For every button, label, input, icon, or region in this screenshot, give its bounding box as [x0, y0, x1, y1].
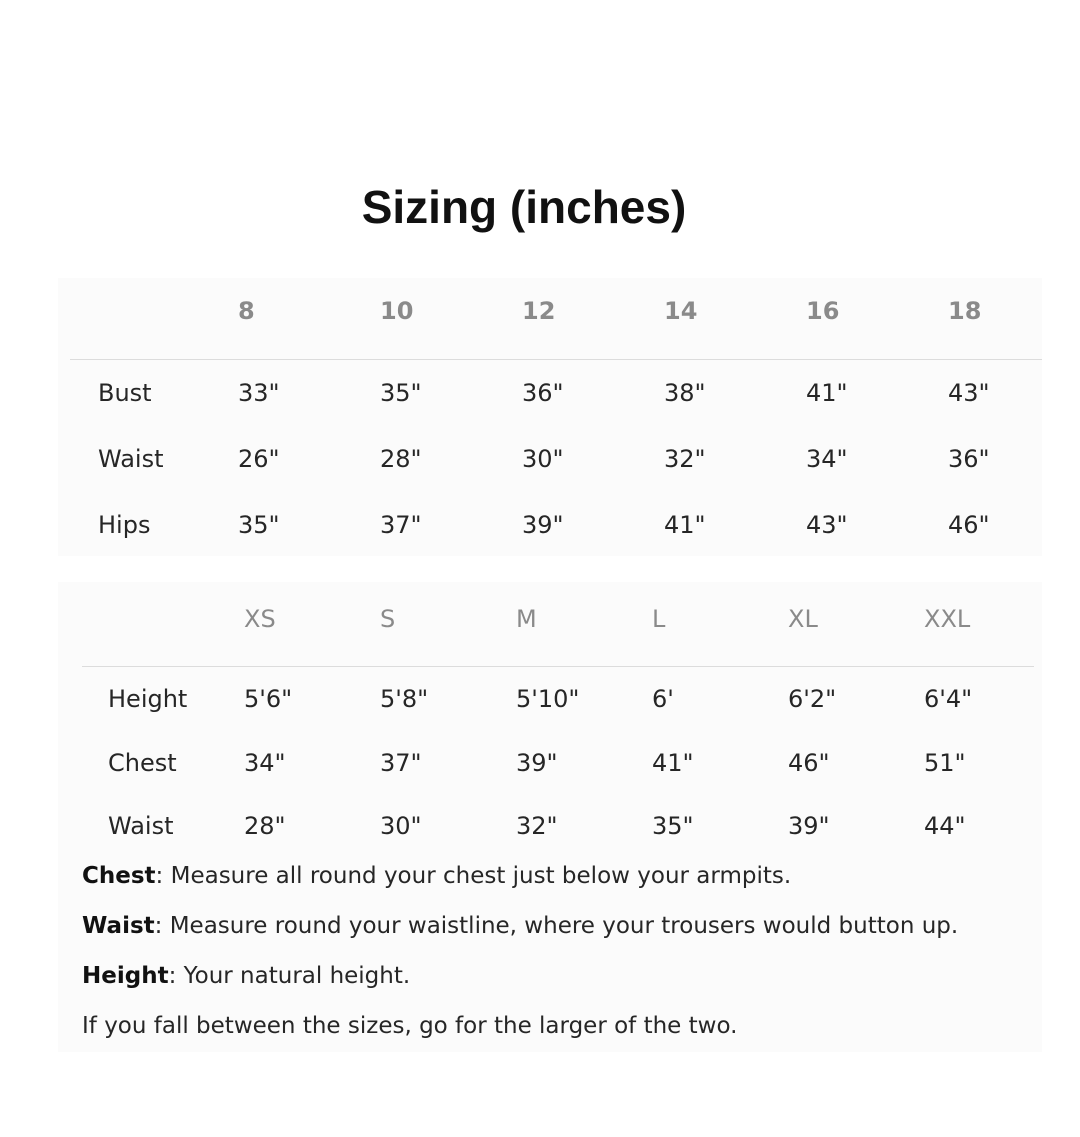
table-cell: 39" [788, 812, 830, 840]
table-cell: 41" [664, 511, 706, 539]
table-cell: 28" [244, 812, 286, 840]
table-header-size: XS [244, 605, 276, 633]
table-cell: 37" [380, 749, 422, 777]
table-cell: 39" [522, 511, 564, 539]
table-cell: 46" [788, 749, 830, 777]
table-cell: 26" [238, 445, 280, 473]
row-label: Bust [98, 379, 152, 407]
table-cell: 28" [380, 445, 422, 473]
table-cell: 51" [924, 749, 966, 777]
note-text: : Measure all round your chest just below your armpits. [155, 863, 792, 889]
table-header-size: 14 [664, 297, 698, 325]
note-text: If you fall between the sizes, go for the larger of the two. [82, 1013, 738, 1039]
row-label: Hips [98, 511, 151, 539]
note-term: Waist [82, 913, 155, 939]
note-text: : Your natural height. [168, 963, 411, 989]
note-between-sizes [82, 1011, 737, 1041]
table-cell: 6'2" [788, 685, 837, 713]
table-header-size: 18 [948, 297, 982, 325]
header-divider [82, 666, 1034, 667]
table-cell: 43" [948, 379, 990, 407]
table-header-size: 12 [522, 297, 556, 325]
table-cell: 36" [948, 445, 990, 473]
table-cell: 5'8" [380, 685, 429, 713]
row-label: Waist [108, 812, 174, 840]
table-cell: 5'6" [244, 685, 293, 713]
table-cell: 37" [380, 511, 422, 539]
table-cell: 30" [522, 445, 564, 473]
table-header-size: S [380, 605, 396, 633]
table-cell: 6' [652, 685, 674, 713]
row-label: Height [108, 685, 188, 713]
table-cell: 5'10" [516, 685, 580, 713]
table-cell: 34" [244, 749, 286, 777]
table-cell: 6'4" [924, 685, 973, 713]
table-cell: 46" [948, 511, 990, 539]
women-size-table [58, 278, 1042, 556]
table-header-size: 16 [806, 297, 840, 325]
note-term: Chest [82, 863, 156, 889]
table-cell: 38" [664, 379, 706, 407]
table-cell: 43" [806, 511, 848, 539]
page-title: Sizing (inches) [361, 181, 687, 233]
table-header-size: 8 [238, 297, 255, 325]
table-cell: 41" [806, 379, 848, 407]
table-cell: 33" [238, 379, 280, 407]
table-cell: 30" [380, 812, 422, 840]
row-label: Chest [108, 749, 177, 777]
table-header-size: M [516, 605, 537, 633]
table-header-size: XL [788, 605, 818, 633]
table-header-size: L [652, 605, 666, 633]
table-cell: 32" [516, 812, 558, 840]
row-label: Waist [98, 445, 164, 473]
note-height [82, 961, 410, 991]
table-cell: 41" [652, 749, 694, 777]
table-cell: 35" [238, 511, 280, 539]
table-cell: 35" [652, 812, 694, 840]
table-cell: 35" [380, 379, 422, 407]
table-cell: 36" [522, 379, 564, 407]
note-waist [82, 911, 958, 941]
note-chest [82, 861, 791, 891]
table-cell: 39" [516, 749, 558, 777]
table-cell: 44" [924, 812, 966, 840]
table-header-size: 10 [380, 297, 414, 325]
table-cell: 34" [806, 445, 848, 473]
table-header-size: XXL [924, 605, 971, 633]
note-term: Height [82, 963, 169, 989]
header-divider [70, 359, 1042, 360]
note-text: : Measure round your waistline, where your trousers would button up. [154, 913, 959, 939]
table-cell: 32" [664, 445, 706, 473]
